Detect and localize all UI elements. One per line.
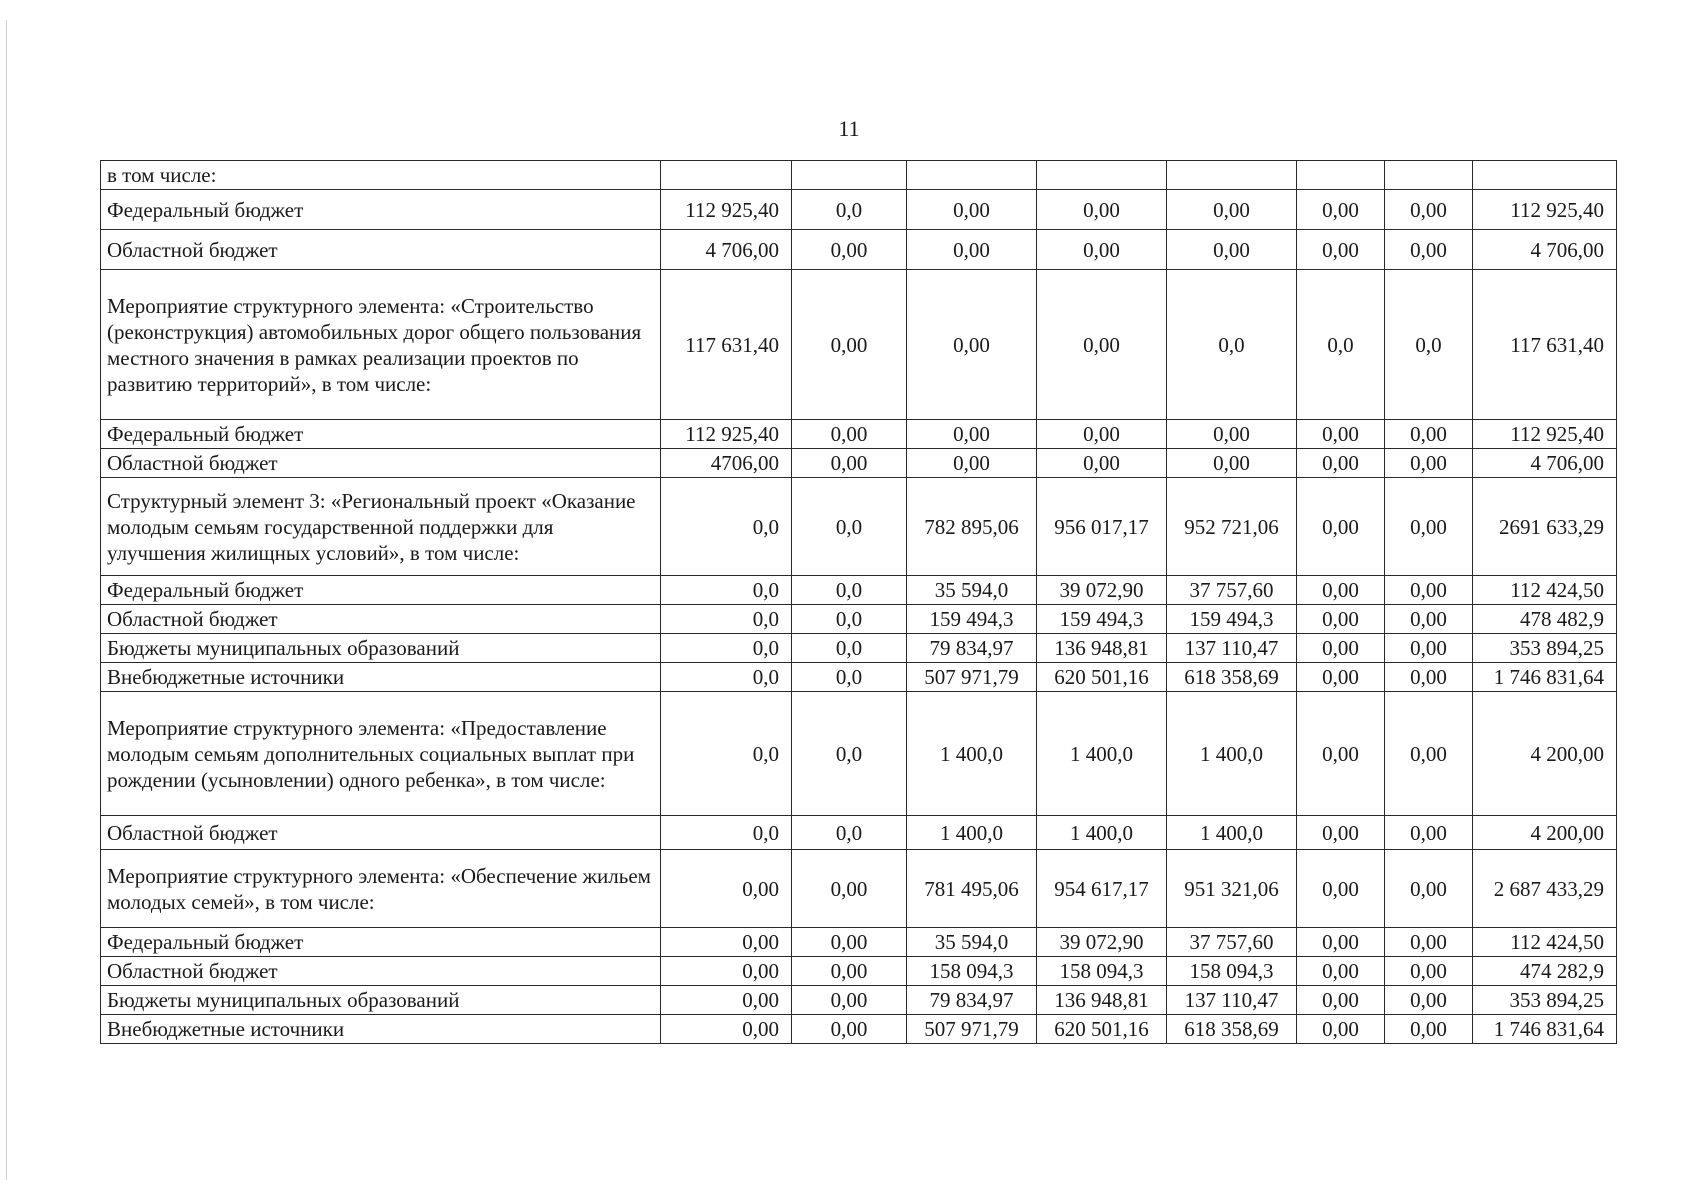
value-cell: 112 925,40 — [661, 190, 792, 230]
value-cell: 159 494,3 — [907, 605, 1037, 634]
value-cell: 0,00 — [1385, 986, 1473, 1015]
row-label: Областной бюджет — [101, 449, 661, 478]
value-cell: 39 072,90 — [1037, 928, 1167, 957]
value-cell: 4 706,00 — [661, 230, 792, 270]
value-cell: 0,00 — [1297, 605, 1385, 634]
value-cell: 956 017,17 — [1037, 478, 1167, 576]
value-cell: 0,00 — [1385, 1015, 1473, 1044]
value-cell: 0,00 — [1385, 449, 1473, 478]
table-row — [101, 270, 1617, 420]
value-cell: 0,0 — [792, 816, 907, 850]
table-row — [101, 928, 1617, 957]
table-row — [101, 816, 1617, 850]
value-cell: 35 594,0 — [907, 928, 1037, 957]
value-cell: 0,00 — [792, 420, 907, 449]
table-row — [101, 605, 1617, 634]
row-label: Областной бюджет — [101, 230, 661, 270]
value-cell: 117 631,40 — [661, 270, 792, 420]
value-cell: 79 834,97 — [907, 986, 1037, 1015]
value-cell: 0,00 — [1385, 957, 1473, 986]
value-cell: 158 094,3 — [907, 957, 1037, 986]
value-cell: 4 200,00 — [1473, 816, 1617, 850]
value-cell: 4706,00 — [661, 449, 792, 478]
value-cell: 0,00 — [1037, 270, 1167, 420]
value-cell: 353 894,25 — [1473, 634, 1617, 663]
value-cell: 1 400,0 — [1037, 692, 1167, 816]
value-cell: 0,00 — [907, 270, 1037, 420]
value-cell: 136 948,81 — [1037, 986, 1167, 1015]
row-label: Мероприятие структурного элемента: «Предоставление молодым семьям дополнительных социальных выплат при рождении (усыновлении) одного ребенка», в том числе: — [101, 692, 661, 816]
value-cell: 0,00 — [792, 230, 907, 270]
budget-table-body — [101, 161, 1617, 1044]
value-cell: 0,00 — [1297, 692, 1385, 816]
value-cell: 0,0 — [1167, 270, 1297, 420]
table-row — [101, 190, 1617, 230]
value-cell: 0,00 — [792, 449, 907, 478]
value-cell: 0,00 — [792, 270, 907, 420]
value-cell: 620 501,16 — [1037, 1015, 1167, 1044]
value-cell: 0,0 — [792, 478, 907, 576]
value-cell: 0,00 — [792, 1015, 907, 1044]
value-cell: 0,00 — [907, 230, 1037, 270]
value-cell: 0,00 — [661, 850, 792, 928]
value-cell: 0,00 — [661, 928, 792, 957]
value-cell: 478 482,9 — [1473, 605, 1617, 634]
value-cell: 0,00 — [907, 190, 1037, 230]
value-cell — [792, 161, 907, 190]
value-cell: 112 925,40 — [661, 420, 792, 449]
value-cell: 0,00 — [1037, 230, 1167, 270]
value-cell: 4 706,00 — [1473, 449, 1617, 478]
table-row — [101, 634, 1617, 663]
value-cell: 79 834,97 — [907, 634, 1037, 663]
value-cell — [1167, 161, 1297, 190]
table-row — [101, 478, 1617, 576]
value-cell — [1297, 161, 1385, 190]
value-cell — [907, 161, 1037, 190]
table-row — [101, 576, 1617, 605]
value-cell: 0,0 — [792, 605, 907, 634]
value-cell: 1 400,0 — [907, 692, 1037, 816]
table-row — [101, 230, 1617, 270]
value-cell: 0,00 — [1297, 986, 1385, 1015]
value-cell: 0,00 — [1385, 420, 1473, 449]
value-cell: 0,0 — [661, 605, 792, 634]
value-cell: 0,00 — [1297, 1015, 1385, 1044]
value-cell: 0,00 — [661, 957, 792, 986]
value-cell: 0,00 — [1297, 634, 1385, 663]
value-cell: 112 424,50 — [1473, 928, 1617, 957]
value-cell: 0,00 — [1297, 420, 1385, 449]
row-label: Внебюджетные источники — [101, 1015, 661, 1044]
value-cell: 0,00 — [907, 449, 1037, 478]
value-cell: 782 895,06 — [907, 478, 1037, 576]
row-label: Федеральный бюджет — [101, 190, 661, 230]
value-cell: 0,00 — [792, 986, 907, 1015]
value-cell: 136 948,81 — [1037, 634, 1167, 663]
value-cell — [1473, 161, 1617, 190]
value-cell: 2691 633,29 — [1473, 478, 1617, 576]
value-cell: 0,00 — [1385, 230, 1473, 270]
value-cell: 37 757,60 — [1167, 928, 1297, 957]
value-cell: 0,00 — [1385, 478, 1473, 576]
value-cell: 507 971,79 — [907, 663, 1037, 692]
value-cell: 112 925,40 — [1473, 190, 1617, 230]
row-label: Внебюджетные источники — [101, 663, 661, 692]
value-cell: 0,0 — [1297, 270, 1385, 420]
value-cell: 0,00 — [1037, 190, 1167, 230]
value-cell: 0,0 — [661, 478, 792, 576]
value-cell: 1 746 831,64 — [1473, 663, 1617, 692]
value-cell: 159 494,3 — [1167, 605, 1297, 634]
value-cell: 1 400,0 — [1167, 692, 1297, 816]
value-cell: 781 495,06 — [907, 850, 1037, 928]
value-cell: 0,00 — [1167, 190, 1297, 230]
row-label: Мероприятие структурного элемента: «Строительство (реконструкция) автомобильных дорог общего пользования местного значения в рамках реализации проектов по развитию территорий», в том числе: — [101, 270, 661, 420]
value-cell: 353 894,25 — [1473, 986, 1617, 1015]
value-cell: 159 494,3 — [1037, 605, 1167, 634]
value-cell: 158 094,3 — [1167, 957, 1297, 986]
value-cell: 1 400,0 — [907, 816, 1037, 850]
row-label: Бюджеты муниципальных образований — [101, 986, 661, 1015]
value-cell: 0,00 — [1037, 449, 1167, 478]
value-cell: 112 925,40 — [1473, 420, 1617, 449]
value-cell: 0,00 — [1297, 850, 1385, 928]
value-cell: 0,0 — [661, 634, 792, 663]
value-cell: 0,0 — [661, 692, 792, 816]
value-cell: 0,00 — [1297, 576, 1385, 605]
value-cell: 39 072,90 — [1037, 576, 1167, 605]
value-cell: 37 757,60 — [1167, 576, 1297, 605]
row-label: Федеральный бюджет — [101, 420, 661, 449]
value-cell: 4 706,00 — [1473, 230, 1617, 270]
value-cell: 0,0 — [792, 190, 907, 230]
value-cell: 951 321,06 — [1167, 850, 1297, 928]
value-cell: 0,00 — [1297, 478, 1385, 576]
value-cell: 0,00 — [661, 1015, 792, 1044]
row-label: Областной бюджет — [101, 816, 661, 850]
row-label: Федеральный бюджет — [101, 576, 661, 605]
value-cell: 0,0 — [661, 663, 792, 692]
page-edge-line — [6, 20, 7, 1180]
value-cell: 0,00 — [1297, 928, 1385, 957]
value-cell: 0,00 — [1297, 449, 1385, 478]
value-cell — [1037, 161, 1167, 190]
value-cell: 0,00 — [792, 957, 907, 986]
table-row — [101, 986, 1617, 1015]
value-cell: 0,00 — [792, 850, 907, 928]
value-cell: 507 971,79 — [907, 1015, 1037, 1044]
value-cell: 0,00 — [1297, 190, 1385, 230]
value-cell: 1 400,0 — [1167, 816, 1297, 850]
value-cell: 0,00 — [661, 986, 792, 1015]
row-label: Бюджеты муниципальных образований — [101, 634, 661, 663]
value-cell: 0,00 — [1385, 816, 1473, 850]
value-cell: 618 358,69 — [1167, 1015, 1297, 1044]
value-cell: 0,00 — [1385, 605, 1473, 634]
value-cell: 117 631,40 — [1473, 270, 1617, 420]
value-cell: 0,00 — [1385, 692, 1473, 816]
value-cell: 0,00 — [1297, 957, 1385, 986]
table-row — [101, 449, 1617, 478]
value-cell: 0,0 — [792, 663, 907, 692]
table-row — [101, 420, 1617, 449]
row-label: Структурный элемент 3: «Региональный проект «Оказание молодым семьям государственной поддержки для улучшения жилищных условий», в том числе: — [101, 478, 661, 576]
value-cell: 0,0 — [1385, 270, 1473, 420]
row-label: в том числе: — [101, 161, 661, 190]
value-cell: 0,00 — [792, 928, 907, 957]
row-label: Мероприятие структурного элемента: «Обеспечение жильем молодых семей», в том числе: — [101, 850, 661, 928]
value-cell: 0,0 — [661, 816, 792, 850]
row-label: Областной бюджет — [101, 957, 661, 986]
value-cell: 474 282,9 — [1473, 957, 1617, 986]
value-cell: 2 687 433,29 — [1473, 850, 1617, 928]
value-cell: 137 110,47 — [1167, 634, 1297, 663]
row-label: Областной бюджет — [101, 605, 661, 634]
value-cell: 35 594,0 — [907, 576, 1037, 605]
table-row — [101, 161, 1617, 190]
table-row — [101, 850, 1617, 928]
value-cell: 0,00 — [1037, 420, 1167, 449]
table-row — [101, 663, 1617, 692]
page-number: 11 — [838, 116, 860, 141]
value-cell: 158 094,3 — [1037, 957, 1167, 986]
value-cell: 0,00 — [907, 420, 1037, 449]
value-cell: 0,00 — [1385, 850, 1473, 928]
value-cell: 0,00 — [1297, 230, 1385, 270]
value-cell: 0,00 — [1297, 816, 1385, 850]
value-cell: 0,00 — [1385, 576, 1473, 605]
value-cell: 0,00 — [1385, 928, 1473, 957]
value-cell: 4 200,00 — [1473, 692, 1617, 816]
table-row — [101, 692, 1617, 816]
table-row — [101, 1015, 1617, 1044]
value-cell: 620 501,16 — [1037, 663, 1167, 692]
value-cell: 0,00 — [1385, 190, 1473, 230]
value-cell: 0,00 — [1167, 420, 1297, 449]
value-cell: 0,00 — [1167, 230, 1297, 270]
budget-table — [100, 160, 1617, 1044]
row-label: Федеральный бюджет — [101, 928, 661, 957]
value-cell: 0,0 — [661, 576, 792, 605]
value-cell — [1385, 161, 1473, 190]
value-cell: 0,00 — [1385, 663, 1473, 692]
value-cell: 137 110,47 — [1167, 986, 1297, 1015]
table-row — [101, 957, 1617, 986]
value-cell: 1 746 831,64 — [1473, 1015, 1617, 1044]
value-cell: 618 358,69 — [1167, 663, 1297, 692]
value-cell: 0,00 — [1385, 634, 1473, 663]
value-cell: 0,0 — [792, 692, 907, 816]
value-cell: 0,00 — [1167, 449, 1297, 478]
value-cell: 952 721,06 — [1167, 478, 1297, 576]
value-cell: 954 617,17 — [1037, 850, 1167, 928]
value-cell: 112 424,50 — [1473, 576, 1617, 605]
value-cell: 0,00 — [1297, 663, 1385, 692]
value-cell — [661, 161, 792, 190]
value-cell: 0,0 — [792, 634, 907, 663]
value-cell: 0,0 — [792, 576, 907, 605]
value-cell: 1 400,0 — [1037, 816, 1167, 850]
